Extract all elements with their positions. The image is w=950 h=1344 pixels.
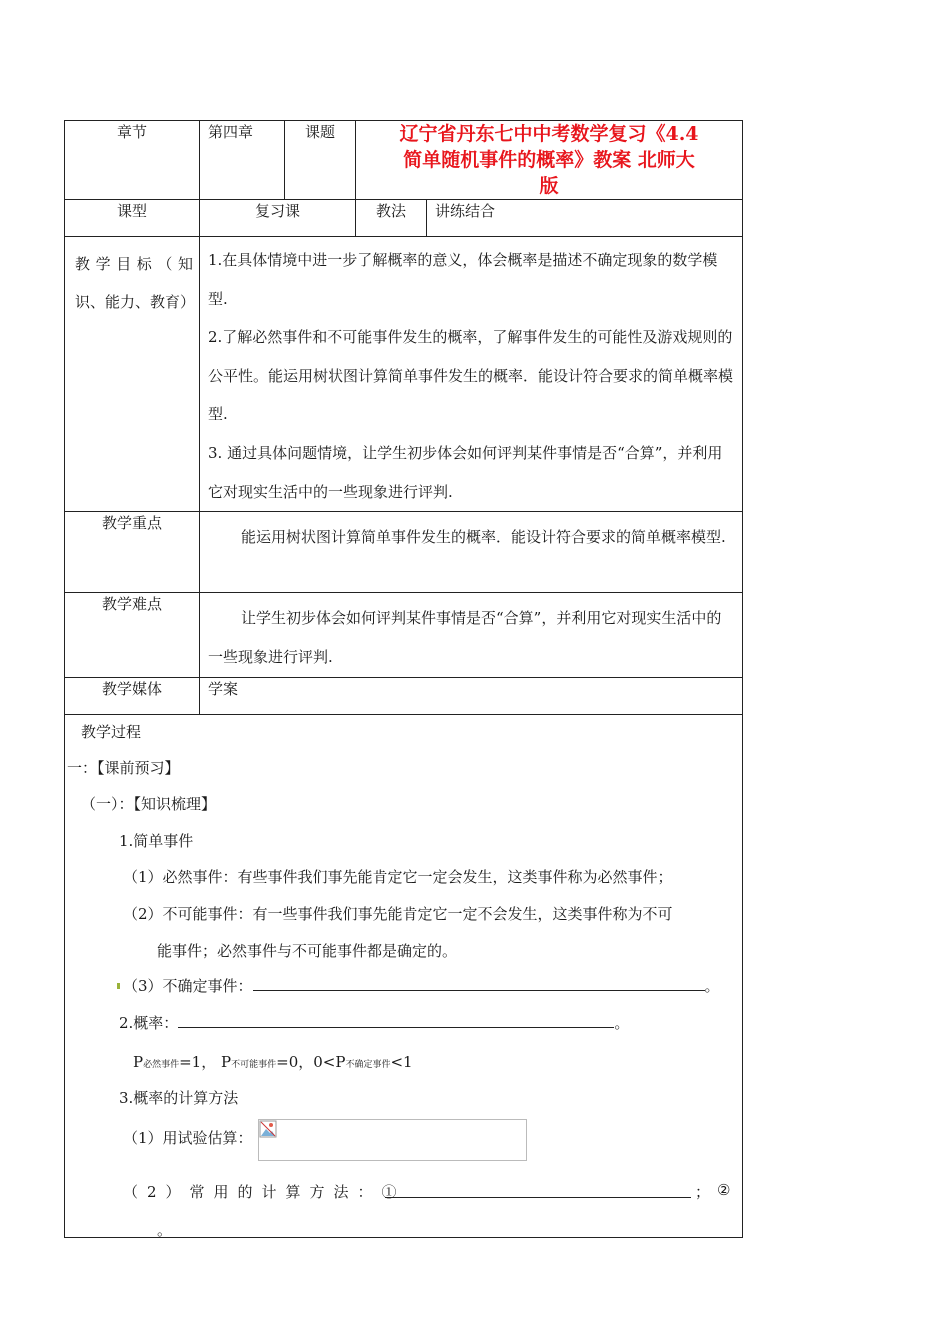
key-points-label: 教学重点 xyxy=(65,512,200,593)
end-period: 。 xyxy=(157,1221,173,1240)
process-section xyxy=(65,715,743,1238)
goal-item-2: 2.了解必然事件和不可能事件发生的概率，了解事件发生的可能性及游戏规则的公平性。能运用树状图计算简单事件发生的概率．能设计符合要求的简单概率模型. xyxy=(208,328,734,424)
header-row xyxy=(65,121,743,200)
chapter-value: 第四章 xyxy=(200,121,285,200)
item-impossible-event-a: （2）不可能事件：有一些事件我们事先能肯定它一定不会发生，这类事件称为不可 xyxy=(123,905,673,924)
lesson-plan-table xyxy=(64,120,743,1238)
item-experiment-estimate: （1）用试验估算： xyxy=(123,1129,253,1148)
item-probability: 2.概率： 。 xyxy=(119,1014,630,1033)
subsection-knowledge: （一）：【知识梳理】 xyxy=(81,795,217,814)
difficulties-text: 让学生初步体会如何评判某件事情是否“合算”，并利用它对现实生活中的一些现象进行评判. xyxy=(208,609,722,667)
item-certain-event: （1）必然事件：有些事件我们事先能肯定它一定会发生，这类事件称为必然事件； xyxy=(123,868,673,887)
missing-image-box xyxy=(258,1119,527,1161)
item-calculation-methods: 3.概率的计算方法 xyxy=(119,1089,239,1108)
item-uncertain-event: （3）不确定事件： 。 xyxy=(123,977,720,996)
key-points-row xyxy=(65,512,743,593)
media-label: 教学媒体 xyxy=(65,678,200,715)
title-line-2: 简单随机事件的概率》教案 北师大 xyxy=(403,149,695,171)
type-value: 复习课 xyxy=(200,200,356,237)
chapter-label: 章节 xyxy=(65,121,200,200)
section-preview: 一：【课前预习】 xyxy=(67,759,180,778)
blank-uncertain xyxy=(253,976,705,991)
topic-label: 课题 xyxy=(285,121,356,200)
process-row xyxy=(65,715,743,1238)
type-label: 课型 xyxy=(65,200,200,237)
key-points-text: 能运用树状图计算简单事件发生的概率．能设计符合要求的简单概率模型. xyxy=(241,528,726,547)
title-line-1: 辽宁省丹东七中中考数学复习《4.4 xyxy=(399,123,699,145)
goal-item-1: 1.在具体情境中进一步了解概率的意义，体会概率是描述不确定现象的数学模型. xyxy=(208,251,718,308)
goals-label: 教学目标（知识、能力、教育） xyxy=(75,255,196,311)
type-row xyxy=(65,200,743,237)
media-value: 学案 xyxy=(200,678,743,715)
media-row xyxy=(65,678,743,715)
stray-mark xyxy=(117,983,120,989)
broken-image-icon xyxy=(259,1120,277,1138)
item-common-methods: （2）常用的计算方法：① xyxy=(123,1183,406,1202)
method-value: 讲练结合 xyxy=(427,200,743,237)
item-simple-events: 1.简单事件 xyxy=(119,832,194,851)
circle-two: ② xyxy=(717,1181,731,1200)
lesson-title xyxy=(356,121,743,200)
blank-probability xyxy=(178,1013,614,1028)
goals-row xyxy=(65,237,743,512)
method-label: 教法 xyxy=(356,200,427,237)
lesson-plan xyxy=(64,120,742,1238)
probability-formula: P必然事件=1， P不可能事件=0，0<P不确定事件<1 xyxy=(133,1053,413,1072)
process-heading: 教学过程 xyxy=(81,723,142,742)
blank-method-1 xyxy=(385,1183,691,1198)
difficulties-row xyxy=(65,593,743,678)
goal-item-3: 3. 通过具体问题情境，让学生初步体会如何评判某件事情是否“合算”，并利用它对现实生活中的一些现象进行评判. xyxy=(208,443,723,501)
item-impossible-event-b: 能事件；必然事件与不可能事件都是确定的。 xyxy=(157,942,458,961)
title-line-3: 版 xyxy=(539,175,559,197)
difficulties-label: 教学难点 xyxy=(65,593,200,678)
semicolon: ； xyxy=(695,1183,711,1202)
